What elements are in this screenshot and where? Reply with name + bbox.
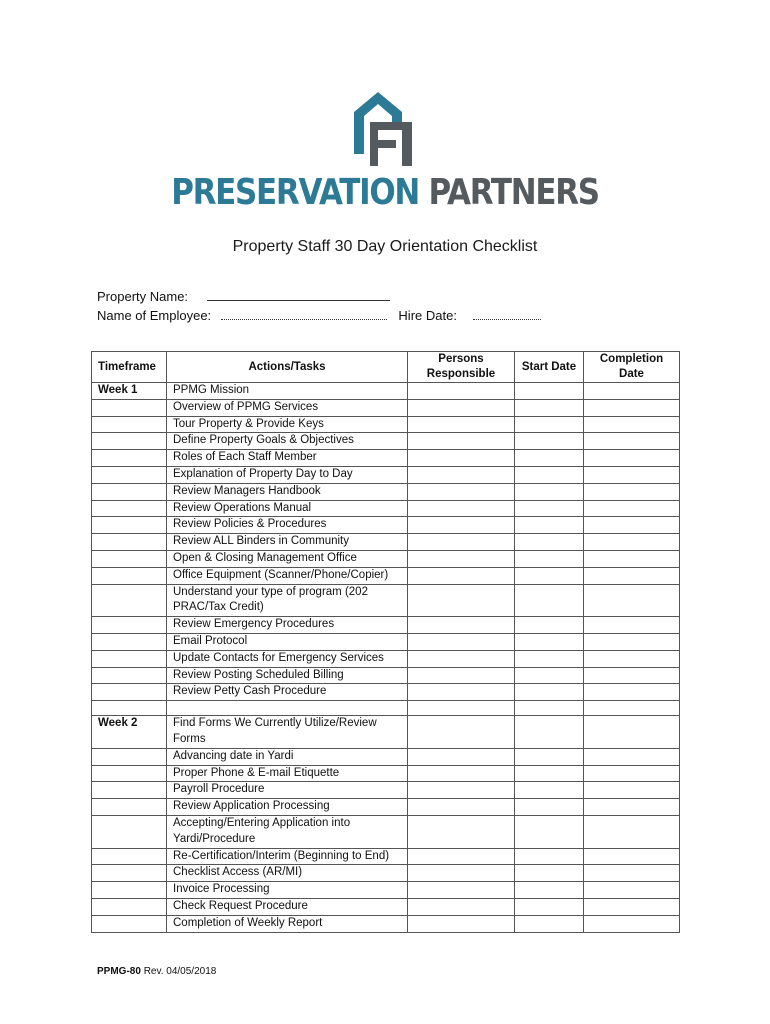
start-date-cell[interactable]: [515, 782, 584, 799]
form-code: PPMG-80: [97, 966, 141, 977]
col-header-start-date: Start Date: [515, 352, 584, 383]
table-row: [92, 650, 680, 667]
table-row: [92, 782, 680, 799]
timeframe-cell: [92, 567, 167, 584]
timeframe-cell: [92, 433, 167, 450]
task-cell: Invoice Processing: [167, 882, 408, 899]
start-date-cell[interactable]: [515, 765, 584, 782]
completion-date-cell[interactable]: [584, 915, 680, 932]
persons-responsible-cell[interactable]: [408, 567, 515, 584]
task-cell: Update Contacts for Emergency Services: [167, 650, 408, 667]
persons-responsible-cell[interactable]: [408, 584, 515, 617]
persons-responsible-cell[interactable]: [408, 383, 515, 400]
persons-responsible-cell[interactable]: [408, 915, 515, 932]
table-row: [92, 450, 680, 467]
timeframe-cell: [92, 898, 167, 915]
spacer-row: [92, 701, 680, 716]
persons-responsible-cell[interactable]: [408, 848, 515, 865]
property-name-row: [97, 288, 390, 304]
completion-date-cell[interactable]: [584, 667, 680, 684]
form-footer: [97, 966, 216, 977]
start-date-cell[interactable]: [515, 433, 584, 450]
completion-date-cell[interactable]: [584, 584, 680, 617]
house-logo-icon: [350, 92, 420, 166]
start-date-cell[interactable]: [515, 633, 584, 650]
completion-date-cell[interactable]: [584, 799, 680, 816]
table-row: [92, 383, 680, 400]
start-date-cell[interactable]: [515, 383, 584, 400]
start-date-cell[interactable]: [515, 882, 584, 899]
task-cell: Define Property Goals & Objectives: [167, 433, 408, 450]
col-header-completion: [584, 352, 680, 383]
start-date-cell[interactable]: [515, 667, 584, 684]
start-date-cell[interactable]: [515, 416, 584, 433]
completion-date-cell[interactable]: [584, 399, 680, 416]
persons-responsible-cell[interactable]: [408, 882, 515, 899]
table-row: [92, 567, 680, 584]
persons-responsible-cell[interactable]: [408, 483, 515, 500]
persons-responsible-cell[interactable]: [408, 399, 515, 416]
task-cell: Understand your type of program (202 PRAC/Tax Credit): [167, 584, 408, 617]
table-row: [92, 882, 680, 899]
logo-word-preservation: PRESERVATION: [171, 172, 419, 213]
page-title: Property Staff 30 Day Orientation Checklist: [232, 238, 538, 255]
table-row: [92, 416, 680, 433]
persons-responsible-cell[interactable]: [408, 799, 515, 816]
start-date-cell[interactable]: [515, 865, 584, 882]
property-name-label: Property Name:: [97, 289, 189, 304]
task-cell: PPMG Mission: [167, 383, 408, 400]
timeframe-cell: [92, 450, 167, 467]
start-date-cell[interactable]: [515, 517, 584, 534]
persons-responsible-cell[interactable]: [408, 534, 515, 551]
timeframe-cell: [92, 617, 167, 634]
table-row: [92, 550, 680, 567]
hire-date-field[interactable]: [473, 307, 541, 320]
completion-date-cell[interactable]: [584, 500, 680, 517]
timeframe-cell: [92, 865, 167, 882]
task-cell: Review Petty Cash Procedure: [167, 684, 408, 701]
task-cell: Review ALL Binders in Community: [167, 534, 408, 551]
persons-responsible-cell[interactable]: [408, 716, 515, 749]
start-date-cell[interactable]: [515, 450, 584, 467]
task-cell: Re-Certification/Interim (Beginning to End): [167, 848, 408, 865]
persons-responsible-cell[interactable]: [408, 865, 515, 882]
timeframe-cell: [92, 765, 167, 782]
start-date-cell[interactable]: [515, 815, 584, 848]
completion-date-cell[interactable]: [584, 865, 680, 882]
table-row: [92, 399, 680, 416]
start-date-cell[interactable]: [515, 466, 584, 483]
task-cell: Advancing date in Yardi: [167, 748, 408, 765]
logo-wordmark: [54, 172, 716, 213]
completion-date-cell[interactable]: [584, 466, 680, 483]
completion-date-cell[interactable]: [584, 550, 680, 567]
start-date-cell[interactable]: [515, 500, 584, 517]
task-cell: Office Equipment (Scanner/Phone/Copier): [167, 567, 408, 584]
task-cell: Review Posting Scheduled Billing: [167, 667, 408, 684]
completion-date-cell[interactable]: [584, 716, 680, 749]
completion-date-cell[interactable]: [584, 650, 680, 667]
persons-responsible-cell[interactable]: [408, 500, 515, 517]
persons-responsible-cell[interactable]: [408, 433, 515, 450]
completion-date-cell[interactable]: [584, 450, 680, 467]
start-date-cell[interactable]: [515, 748, 584, 765]
completion-date-cell[interactable]: [584, 782, 680, 799]
timeframe-cell: [92, 915, 167, 932]
table-row: [92, 815, 680, 848]
timeframe-cell: [92, 584, 167, 617]
start-date-cell[interactable]: [515, 650, 584, 667]
task-cell: Review Managers Handbook: [167, 483, 408, 500]
timeframe-cell: [92, 667, 167, 684]
start-date-cell[interactable]: [515, 684, 584, 701]
task-cell: Checklist Access (AR/MI): [167, 865, 408, 882]
start-date-cell[interactable]: [515, 534, 584, 551]
employee-row: [97, 307, 541, 323]
task-cell: Email Protocol: [167, 633, 408, 650]
col-header-actions: Actions/Tasks: [167, 352, 408, 383]
completion-date-cell[interactable]: [584, 617, 680, 634]
table-row: [92, 684, 680, 701]
task-cell: Open & Closing Management Office: [167, 550, 408, 567]
completion-date-cell[interactable]: [584, 534, 680, 551]
persons-responsible-cell[interactable]: [408, 748, 515, 765]
task-cell: Completion of Weekly Report: [167, 915, 408, 932]
company-logo: [0, 92, 770, 213]
task-cell: Review Operations Manual: [167, 500, 408, 517]
persons-responsible-cell[interactable]: [408, 550, 515, 567]
persons-responsible-cell[interactable]: [408, 650, 515, 667]
employee-name-field[interactable]: [221, 307, 387, 320]
persons-responsible-cell[interactable]: [408, 815, 515, 848]
persons-responsible-cell[interactable]: [408, 617, 515, 634]
completion-date-cell[interactable]: [584, 765, 680, 782]
timeframe-cell: [92, 799, 167, 816]
task-cell: Tour Property & Provide Keys: [167, 416, 408, 433]
table-row: [92, 517, 680, 534]
timeframe-cell: [92, 684, 167, 701]
spacer-cell: [408, 701, 515, 716]
task-cell: Payroll Procedure: [167, 782, 408, 799]
table-row: [92, 483, 680, 500]
persons-responsible-cell[interactable]: [408, 684, 515, 701]
timeframe-cell: [92, 534, 167, 551]
hire-date-label: Hire Date:: [398, 308, 457, 323]
timeframe-cell: [92, 882, 167, 899]
start-date-cell[interactable]: [515, 848, 584, 865]
completion-label-2: Date: [619, 368, 644, 380]
timeframe-cell: [92, 782, 167, 799]
persons-responsible-cell[interactable]: [408, 667, 515, 684]
table-row: [92, 915, 680, 932]
start-date-cell[interactable]: [515, 584, 584, 617]
completion-date-cell[interactable]: [584, 433, 680, 450]
table-header-row: [92, 352, 680, 383]
completion-date-cell[interactable]: [584, 748, 680, 765]
persons-responsible-cell[interactable]: [408, 782, 515, 799]
persons-label-2: Responsible: [426, 368, 496, 380]
spacer-cell: [515, 701, 584, 716]
timeframe-cell: [92, 848, 167, 865]
start-date-cell[interactable]: [515, 567, 584, 584]
table-row: [92, 748, 680, 765]
col-header-persons: [408, 352, 515, 383]
week-label: Week 2: [92, 716, 167, 749]
table-row: [92, 898, 680, 915]
property-name-field[interactable]: [207, 288, 390, 301]
completion-date-cell[interactable]: [584, 882, 680, 899]
orientation-checklist-table: [91, 351, 680, 933]
timeframe-cell: [92, 748, 167, 765]
task-cell: Explanation of Property Day to Day: [167, 466, 408, 483]
table-row: [92, 534, 680, 551]
timeframe-cell: [92, 650, 167, 667]
table-row: [92, 633, 680, 650]
start-date-cell[interactable]: [515, 399, 584, 416]
task-cell: Check Request Procedure: [167, 898, 408, 915]
persons-responsible-cell[interactable]: [408, 416, 515, 433]
table-row: [92, 466, 680, 483]
form-revision: Rev. 04/05/2018: [143, 966, 217, 977]
week-label: Week 1: [92, 383, 167, 400]
persons-responsible-cell[interactable]: [408, 450, 515, 467]
timeframe-cell: [92, 416, 167, 433]
completion-date-cell[interactable]: [584, 416, 680, 433]
table-row: [92, 865, 680, 882]
spacer-cell: [92, 701, 167, 716]
timeframe-cell: [92, 517, 167, 534]
timeframe-cell: [92, 500, 167, 517]
completion-date-cell[interactable]: [584, 483, 680, 500]
task-cell: Overview of PPMG Services: [167, 399, 408, 416]
col-header-timeframe: Timeframe: [92, 352, 167, 383]
table-row: [92, 667, 680, 684]
table-row: [92, 716, 680, 749]
persons-responsible-cell[interactable]: [408, 765, 515, 782]
start-date-cell[interactable]: [515, 617, 584, 634]
completion-label-1: Completion: [599, 353, 664, 365]
table-row: [92, 500, 680, 517]
task-cell: Review Emergency Procedures: [167, 617, 408, 634]
completion-date-cell[interactable]: [584, 815, 680, 848]
table-row: [92, 848, 680, 865]
completion-date-cell[interactable]: [584, 898, 680, 915]
start-date-cell[interactable]: [515, 915, 584, 932]
start-date-cell[interactable]: [515, 716, 584, 749]
table-row: [92, 584, 680, 617]
task-cell: Proper Phone & E-mail Etiquette: [167, 765, 408, 782]
logo-word-partners: PARTNERS: [428, 172, 599, 213]
table-row: [92, 433, 680, 450]
start-date-cell[interactable]: [515, 550, 584, 567]
persons-responsible-cell[interactable]: [408, 517, 515, 534]
timeframe-cell: [92, 815, 167, 848]
timeframe-cell: [92, 483, 167, 500]
timeframe-cell: [92, 399, 167, 416]
task-cell: Review Policies & Procedures: [167, 517, 408, 534]
persons-responsible-cell[interactable]: [408, 898, 515, 915]
completion-date-cell[interactable]: [584, 684, 680, 701]
task-cell: Find Forms We Currently Utilize/Review Forms: [167, 716, 408, 749]
persons-label-1: Persons: [438, 353, 484, 365]
task-cell: Roles of Each Staff Member: [167, 450, 408, 467]
completion-date-cell[interactable]: [584, 633, 680, 650]
timeframe-cell: [92, 550, 167, 567]
completion-date-cell[interactable]: [584, 517, 680, 534]
completion-date-cell[interactable]: [584, 567, 680, 584]
completion-date-cell[interactable]: [584, 848, 680, 865]
employee-name-label: Name of Employee:: [97, 308, 212, 323]
table-row: [92, 799, 680, 816]
table-row: [92, 765, 680, 782]
task-cell: Accepting/Entering Application into Yardi/Procedure: [167, 815, 408, 848]
persons-responsible-cell[interactable]: [408, 633, 515, 650]
timeframe-cell: [92, 466, 167, 483]
spacer-cell: [167, 701, 408, 716]
start-date-cell[interactable]: [515, 799, 584, 816]
persons-responsible-cell[interactable]: [408, 466, 515, 483]
task-cell: Review Application Processing: [167, 799, 408, 816]
start-date-cell[interactable]: [515, 898, 584, 915]
spacer-cell: [584, 701, 680, 716]
start-date-cell[interactable]: [515, 483, 584, 500]
timeframe-cell: [92, 633, 167, 650]
completion-date-cell[interactable]: [584, 383, 680, 400]
table-row: [92, 617, 680, 634]
